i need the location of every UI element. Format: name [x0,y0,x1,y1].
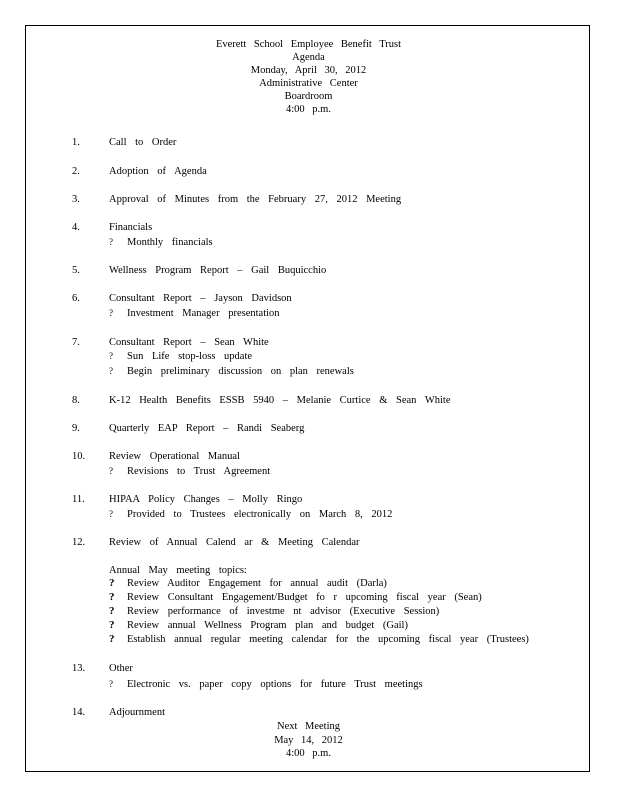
header-time: 4:00 p.m. [286,104,331,115]
annual-topic: ? Review performance of investme nt advisor (Executive Session) [109,605,440,617]
bullet-icon: ? [109,366,113,376]
item-text: Consultant Report – Sean White [109,337,269,348]
item-text: Approval of Minutes from the February 27, 2012 Meeting [109,194,402,205]
item-number: 9. [72,423,80,434]
next-meeting-time: 4:00 p.m. [286,748,331,759]
sub-item: ? Revisions to Trust Agreement [109,466,271,477]
bullet-icon: ? [109,351,113,361]
item-text: Quarterly EAP Report – Randi Seaberg [109,423,305,434]
item-number: 14. [72,707,86,718]
annual-topic: ? Review Auditor Engagement for annual audit (Darla) [109,577,387,589]
sub-item: ? Begin preliminary discussion on plan renewals [109,366,354,377]
item-number: 13. [72,663,86,674]
header-location: Administrative Center [259,78,358,89]
bullet-icon: ? [109,619,115,631]
annual-topic: ? Review Consultant Engagement/Budget fo r upcoming fiscal year (Sean) [109,591,482,603]
annual-topic: ? Review annual Wellness Program plan and budget (Gail) [109,619,408,631]
item-text: Call to Order [109,137,177,148]
bullet-icon: ? [109,509,113,519]
sub-item: ? Monthly financials [109,237,213,248]
bullet-icon: ? [109,679,113,689]
header-date: Monday, April 30, 2012 [250,65,367,76]
sub-item: ? Electronic vs. paper copy options for future Trust meetings [109,679,423,690]
bullet-icon: ? [109,308,113,318]
item-number: 7. [72,337,80,348]
item-number: 4. [72,222,80,233]
bullet-icon: ? [109,633,115,645]
bullet-icon: ? [109,466,113,476]
item-number: 12. [72,537,86,548]
item-number: 10. [72,451,86,462]
item-text: Wellness Program Report – Gail Buquicchio [109,265,327,276]
annual-topics-heading: Annual May meeting topics: [109,565,247,576]
bullet-icon: ? [109,605,115,617]
item-number: 3. [72,194,80,205]
item-number: 8. [72,395,80,406]
item-number: 2. [72,166,80,177]
sub-item: ? Provided to Trustees electronically on March 8, 2012 [109,509,393,520]
header-room: Boardroom [284,91,333,102]
item-text: Review Operational Manual [109,451,240,462]
next-meeting-label: Next Meeting [276,721,341,732]
next-meeting-date: May 14, 2012 [274,735,343,746]
bullet-icon: ? [109,591,115,603]
item-number: 11. [72,494,85,505]
sub-item: ? Investment Manager presentation [109,308,280,319]
item-number: 1. [72,137,80,148]
agenda-page [25,25,590,772]
item-number: 6. [72,293,80,304]
item-text: Other [109,663,133,674]
header-title: Everett School Employee Benefit Trust [215,39,402,50]
sub-item: ? Sun Life stop-loss update [109,351,253,362]
item-text: Consultant Report – Jayson Davidson [109,293,292,304]
item-text: Financials [109,222,153,233]
header-agenda: Agenda [292,52,325,63]
item-text: Review of Annual Calend ar & Meeting Calendar [109,537,360,548]
annual-topic: ? Establish annual regular meeting calendar for the upcoming fiscal year (Trustees) [109,633,529,645]
item-text: HIPAA Policy Changes – Molly Ringo [109,494,303,505]
bullet-icon: ? [109,577,115,589]
item-number: 5. [72,265,80,276]
item-text: K-12 Health Benefits ESSB 5940 – Melanie Curtice & Sean White [109,395,451,406]
bullet-icon: ? [109,237,113,247]
item-text: Adjournment [109,707,165,718]
item-text: Adoption of Agenda [109,166,207,177]
